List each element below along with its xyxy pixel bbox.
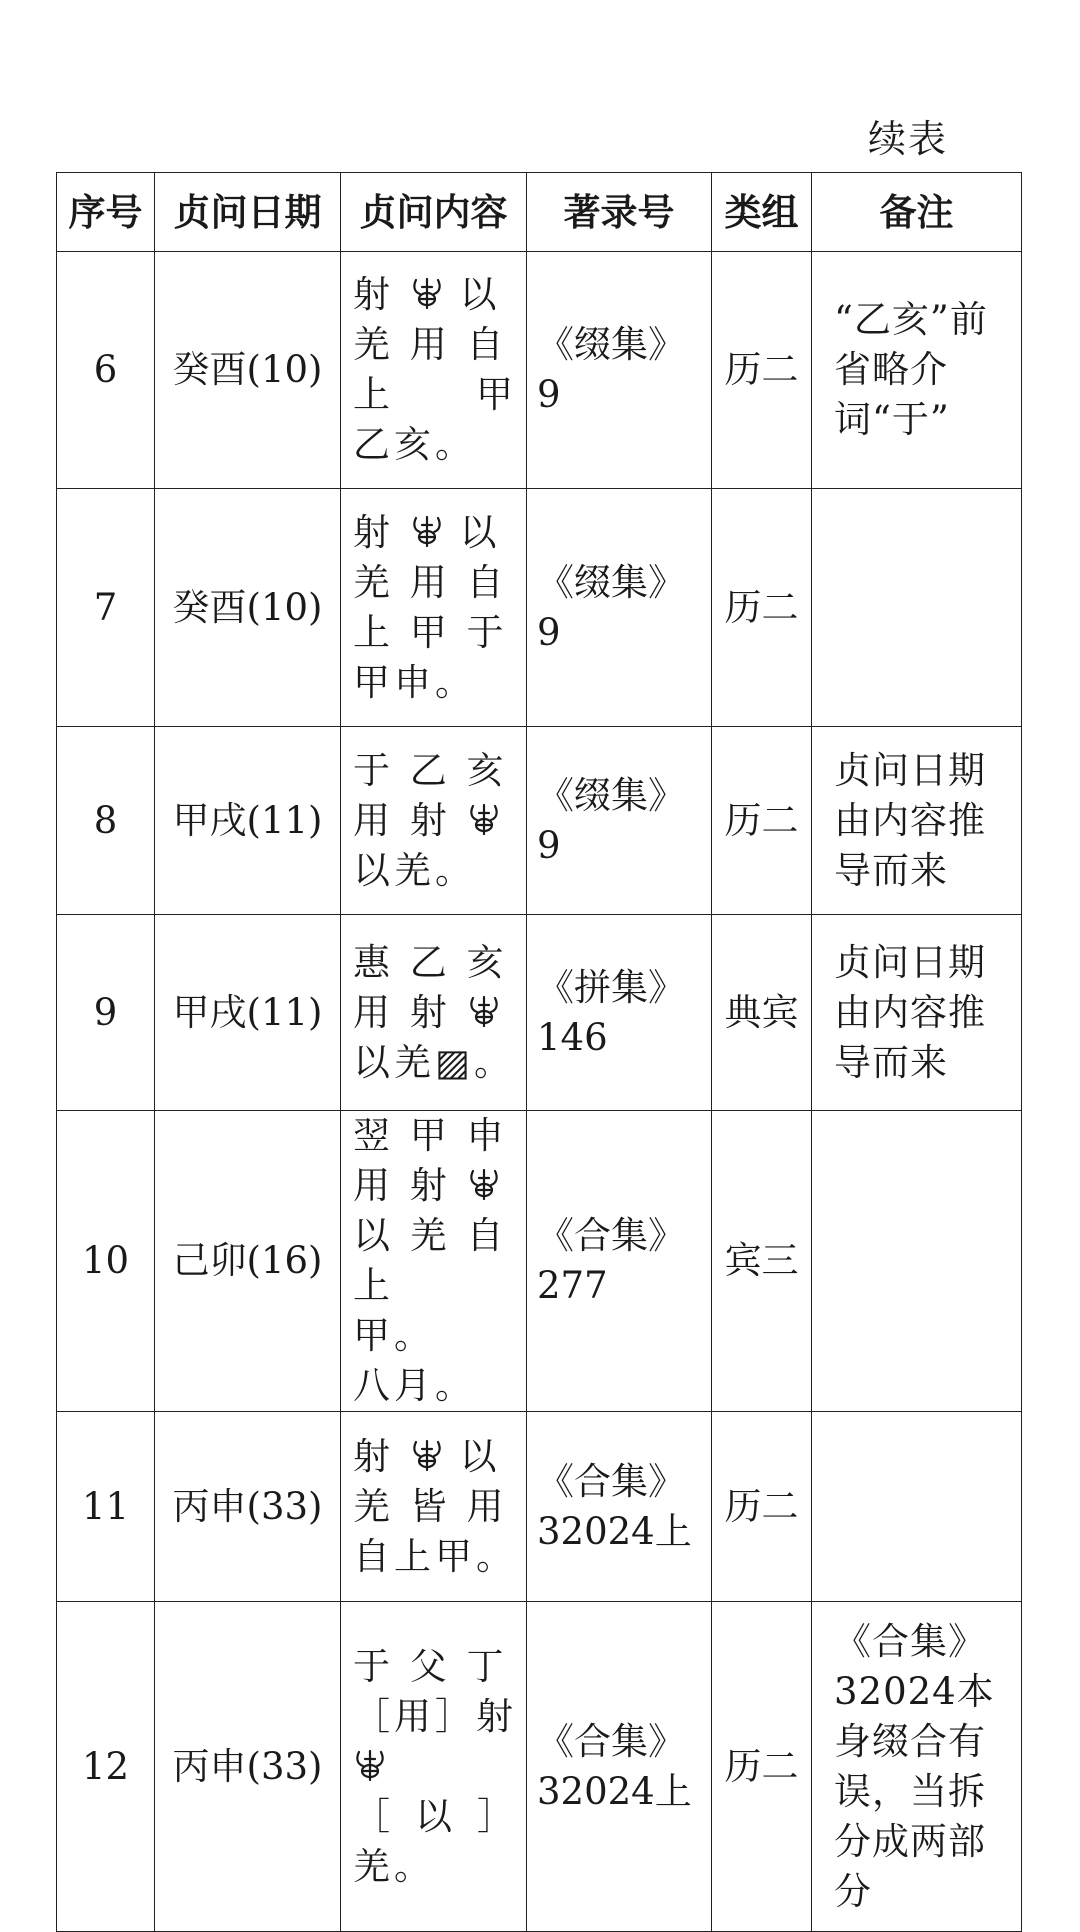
cell-note: 《合集》32024本身缀合有误，当拆分成两部分 xyxy=(812,1602,1022,1932)
content-text: 以 xyxy=(459,273,501,316)
content-line xyxy=(353,608,518,658)
cell-group: 历二 xyxy=(712,252,812,489)
cell-date: 己卯(16) xyxy=(155,1111,341,1412)
content-line xyxy=(353,1161,518,1211)
content-text: 羌 用 自 xyxy=(353,323,508,366)
content-line xyxy=(353,508,518,558)
content-line xyxy=(353,558,518,608)
content-line xyxy=(353,1432,518,1482)
content-text: 以羌。 xyxy=(353,848,476,892)
content-line xyxy=(353,1482,518,1532)
header-ref: 著录号 xyxy=(527,173,712,252)
table-row xyxy=(57,727,1022,915)
content-text: 羌 皆 用 xyxy=(353,1484,508,1528)
oracle-glyph-icon xyxy=(410,277,444,311)
cell-note: “乙亥”前省略介词“于” xyxy=(812,252,1022,489)
content-line xyxy=(353,370,518,420)
content-text: 用 射 xyxy=(353,798,451,842)
content-text: 射 xyxy=(353,510,394,554)
cell-ref: 《缀集》9 xyxy=(527,489,712,727)
cell-seq: 6 xyxy=(57,252,155,489)
cell-date: 甲戌(11) xyxy=(155,915,341,1111)
content-line xyxy=(353,746,518,796)
cell-content xyxy=(341,252,527,489)
content-text: 以羌▨。 xyxy=(353,1040,515,1084)
cell-note xyxy=(812,489,1022,727)
content-line xyxy=(353,846,518,896)
content-line xyxy=(353,1692,518,1742)
cell-seq: 10 xyxy=(57,1111,155,1412)
cell-seq: 7 xyxy=(57,489,155,727)
table-caption: 续表 xyxy=(868,117,949,161)
cell-group: 历二 xyxy=(712,1412,812,1602)
content-text: 以 xyxy=(459,1434,501,1478)
content-text: 于 乙 亥 xyxy=(353,748,508,792)
content-line xyxy=(353,988,518,1038)
content-text: 以 羌 自 xyxy=(353,1214,508,1257)
content-text: 八月。 xyxy=(353,1364,476,1407)
content-line xyxy=(353,1038,518,1088)
content-text: 射 xyxy=(353,273,394,316)
cell-date: 丙申(33) xyxy=(155,1412,341,1602)
cell-seq: 11 xyxy=(57,1412,155,1602)
header-content: 贞问内容 xyxy=(341,173,527,252)
content-line xyxy=(353,938,518,988)
content-text: 射 xyxy=(353,1434,394,1478)
oracle-glyph-icon xyxy=(467,995,501,1029)
table-body xyxy=(57,252,1022,1932)
content-line xyxy=(353,320,518,370)
header-seq: 序号 xyxy=(57,173,155,252)
content-text: 用 射 xyxy=(353,1164,451,1207)
cell-ref: 《拼集》146 xyxy=(527,915,712,1111)
cell-note: 贞问日期由内容推导而来 xyxy=(812,727,1022,915)
oracle-glyph-icon xyxy=(467,803,501,837)
cell-ref: 《合集》32024上 xyxy=(527,1412,712,1602)
content-text: 羌 用 自 xyxy=(353,560,508,604)
cell-group: 历二 xyxy=(712,489,812,727)
header-group: 类组 xyxy=(712,173,812,252)
cell-content xyxy=(341,1111,527,1412)
cell-content xyxy=(341,727,527,915)
content-text: 以 xyxy=(459,510,501,554)
table-row xyxy=(57,489,1022,727)
cell-content xyxy=(341,915,527,1111)
content-line xyxy=(353,658,518,708)
content-text: 上 甲 于 xyxy=(353,610,508,654)
content-text: ［用］射 xyxy=(353,1694,517,1738)
header-note: 备注 xyxy=(812,173,1022,252)
cell-seq: 9 xyxy=(57,915,155,1111)
content-text: 自上甲。 xyxy=(353,1534,517,1578)
content-text: 翌 甲 申 xyxy=(353,1114,508,1157)
cell-note xyxy=(812,1111,1022,1412)
content-line xyxy=(353,1742,518,1792)
table-row xyxy=(57,1412,1022,1602)
cell-content xyxy=(341,1602,527,1932)
content-line xyxy=(353,1261,518,1361)
data-table xyxy=(56,172,1022,1932)
content-text: 上 甲 xyxy=(353,373,517,416)
content-line xyxy=(353,1361,518,1411)
table-row xyxy=(57,915,1022,1111)
oracle-glyph-icon xyxy=(353,1749,387,1783)
cell-date: 甲戌(11) xyxy=(155,727,341,915)
content-line xyxy=(353,420,518,470)
cell-seq: 12 xyxy=(57,1602,155,1932)
content-text: 用 射 xyxy=(353,990,451,1034)
cell-content xyxy=(341,1412,527,1602)
cell-ref: 《合集》277 xyxy=(527,1111,712,1412)
cell-seq: 8 xyxy=(57,727,155,915)
cell-note xyxy=(812,1412,1022,1602)
oracle-glyph-icon xyxy=(410,515,444,549)
cell-ref: 《缀集》9 xyxy=(527,727,712,915)
oracle-glyph-icon xyxy=(410,1439,444,1473)
content-line xyxy=(353,1642,518,1692)
cell-group: 历二 xyxy=(712,1602,812,1932)
cell-content xyxy=(341,489,527,727)
table-row xyxy=(57,1602,1022,1932)
table-row xyxy=(57,1111,1022,1412)
cell-ref: 《合集》32024上 xyxy=(527,1602,712,1932)
header-date: 贞问日期 xyxy=(155,173,341,252)
content-text: 于 父 丁 xyxy=(353,1644,508,1688)
content-line xyxy=(353,270,518,320)
cell-note: 贞问日期由内容推导而来 xyxy=(812,915,1022,1111)
content-text: 甲申。 xyxy=(353,660,476,704)
oracle-glyph-icon xyxy=(467,1168,501,1202)
content-line xyxy=(353,796,518,846)
cell-date: 丙申(33) xyxy=(155,1602,341,1932)
content-text: 上 甲。 xyxy=(353,1264,476,1357)
cell-group: 历二 xyxy=(712,727,812,915)
table-header-row xyxy=(57,173,1022,252)
content-text: ［以］羌。 xyxy=(353,1794,518,1888)
content-line xyxy=(353,1792,518,1892)
cell-ref: 《缀集》9 xyxy=(527,252,712,489)
cell-group: 典宾 xyxy=(712,915,812,1111)
table-row xyxy=(57,252,1022,489)
cell-date: 癸酉(10) xyxy=(155,489,341,727)
content-text: 乙亥。 xyxy=(353,423,476,466)
content-line xyxy=(353,1532,518,1582)
content-line xyxy=(353,1111,518,1161)
content-text: 惠 乙 亥 xyxy=(353,940,508,984)
cell-date: 癸酉(10) xyxy=(155,252,341,489)
cell-group: 宾三 xyxy=(712,1111,812,1412)
content-line xyxy=(353,1211,518,1261)
